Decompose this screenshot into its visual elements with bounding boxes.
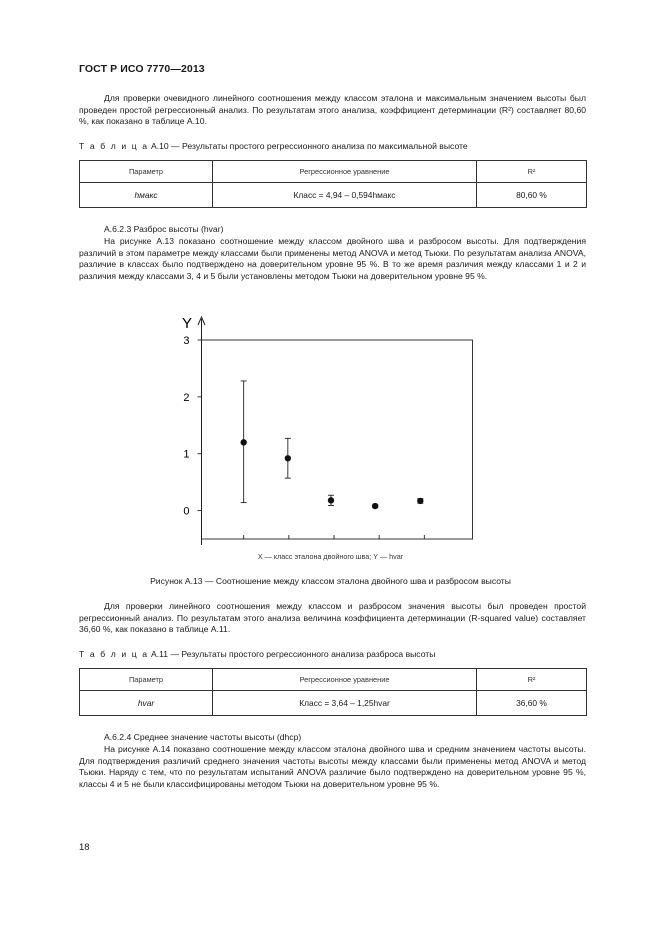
table-a11-cell-param: hvar xyxy=(80,691,213,716)
table-a10-label: Т а б л и ц а xyxy=(79,141,149,151)
table-a11-header-param: Параметр xyxy=(80,669,213,691)
figure-a13-chart xyxy=(150,305,490,555)
table-a10-cell-equation: Класс = 4,94 – 0,594hмакс xyxy=(213,183,477,208)
section-a624-title: А.6.2.4 Среднее значение частоты высоты (dhср) xyxy=(104,732,302,742)
paragraph-regression-var: Для проверки линейного соотношения между классом и разбросом значения высоты был проведен простой регрессионный анализ. По результатам этого анализа величина коэффициента детерминации (R-squared value) составляет 36,60 %, как показано в таблице А.11. xyxy=(79,601,586,635)
data-point xyxy=(372,503,378,509)
table-a10-caption xyxy=(79,141,468,151)
table-a10-title: А.10 — Результаты простого регрессионного анализа по максимальной высоте xyxy=(150,141,468,151)
table-a11-label: Т а б л и ц а xyxy=(79,649,149,659)
table-a10-header-equation: Регрессионное уравнение xyxy=(213,161,477,183)
chart-frame xyxy=(202,340,473,539)
chart-y-ticks xyxy=(183,335,201,518)
y-tick-label: 0 xyxy=(183,505,190,518)
table-a11-cell-r2: 36,60 % xyxy=(477,691,587,716)
data-point xyxy=(328,497,334,503)
page-number: 18 xyxy=(79,842,90,853)
y-tick-label: 3 xyxy=(183,335,190,347)
data-point xyxy=(285,455,291,461)
table-a10-header-param: Параметр xyxy=(80,161,213,183)
chart-x-ticks xyxy=(244,535,425,539)
paragraph-regression-max: Для проверки очевидного линейного соотношения между классом эталона и максимальным значением высоты был проведен простой регрессионный анализ. По результатам этого анализа, коэффициент детерминации (R²) составляет 80,60 %, как показано в таблице А.10. xyxy=(79,93,586,127)
section-a623-title: А.6.2.3 Разброс высоты (hvar) xyxy=(104,224,224,234)
table-a11-title: А.11 — Результаты простого регрессионного анализа разброса высоты xyxy=(150,649,436,659)
chart-y-axis-letter: Y xyxy=(182,315,193,332)
table-a11-header-equation: Регрессионное уравнение xyxy=(213,669,477,691)
data-point xyxy=(240,439,246,445)
paragraph-figure-a14-intro: На рисунке А.14 показано соотношение между классом эталона двойного шва и средним значением частоты высоты. Для подтверждения различий среднего значения частоты высоты между классами были применены метод ANOVA и метод Тьюки. Наряду с тем, что по результатам испытаний ANOVA различие было подтверждено на доверительном уровне 95 %, классы 4 и 5 не были классифицированы методом Тьюки на доверительном уровне 95 %. xyxy=(79,744,586,789)
table-a10 xyxy=(79,160,587,208)
table-a11-header-r2: R² xyxy=(477,669,587,691)
paragraph-figure-a13-intro: На рисунке А.13 показано соотношение между классом двойного шва и разбросом высоты. Для подтверждения различий в этом параметре между классами были применены метод ANOVA и метод Тьюки. По результатам анализа ANOVA, различие в классах было подтверждено на доверительном уровне 95 %. В то же время различия между классами 1 и 2 и различия между классами 3, 4 и 5 были установлены методом Тьюки на доверительном уровне 95 %. xyxy=(79,236,586,281)
figure-a13-caption: Рисунок А.13 — Соотношение между классом эталона двойного шва и разбросом высоты xyxy=(150,576,511,586)
document-header: ГОСТ Р ИСО 7770—2013 xyxy=(79,63,205,75)
table-a10-header-r2: R² xyxy=(477,161,587,183)
table-a11 xyxy=(79,668,587,716)
y-tick-label: 2 xyxy=(183,391,190,404)
y-tick-label: 1 xyxy=(183,448,190,461)
table-a11-caption xyxy=(79,649,435,659)
table-a10-cell-r2: 80,60 % xyxy=(477,183,587,208)
table-a10-cell-param: hмакс xyxy=(80,183,213,208)
table-a11-cell-equation: Класс = 3,64 – 1,25hvar xyxy=(213,691,477,716)
data-point xyxy=(417,498,423,504)
chart-marks xyxy=(240,381,423,509)
figure-a13-legend: X — класс эталона двойного шва; Y — hvar xyxy=(257,552,404,561)
